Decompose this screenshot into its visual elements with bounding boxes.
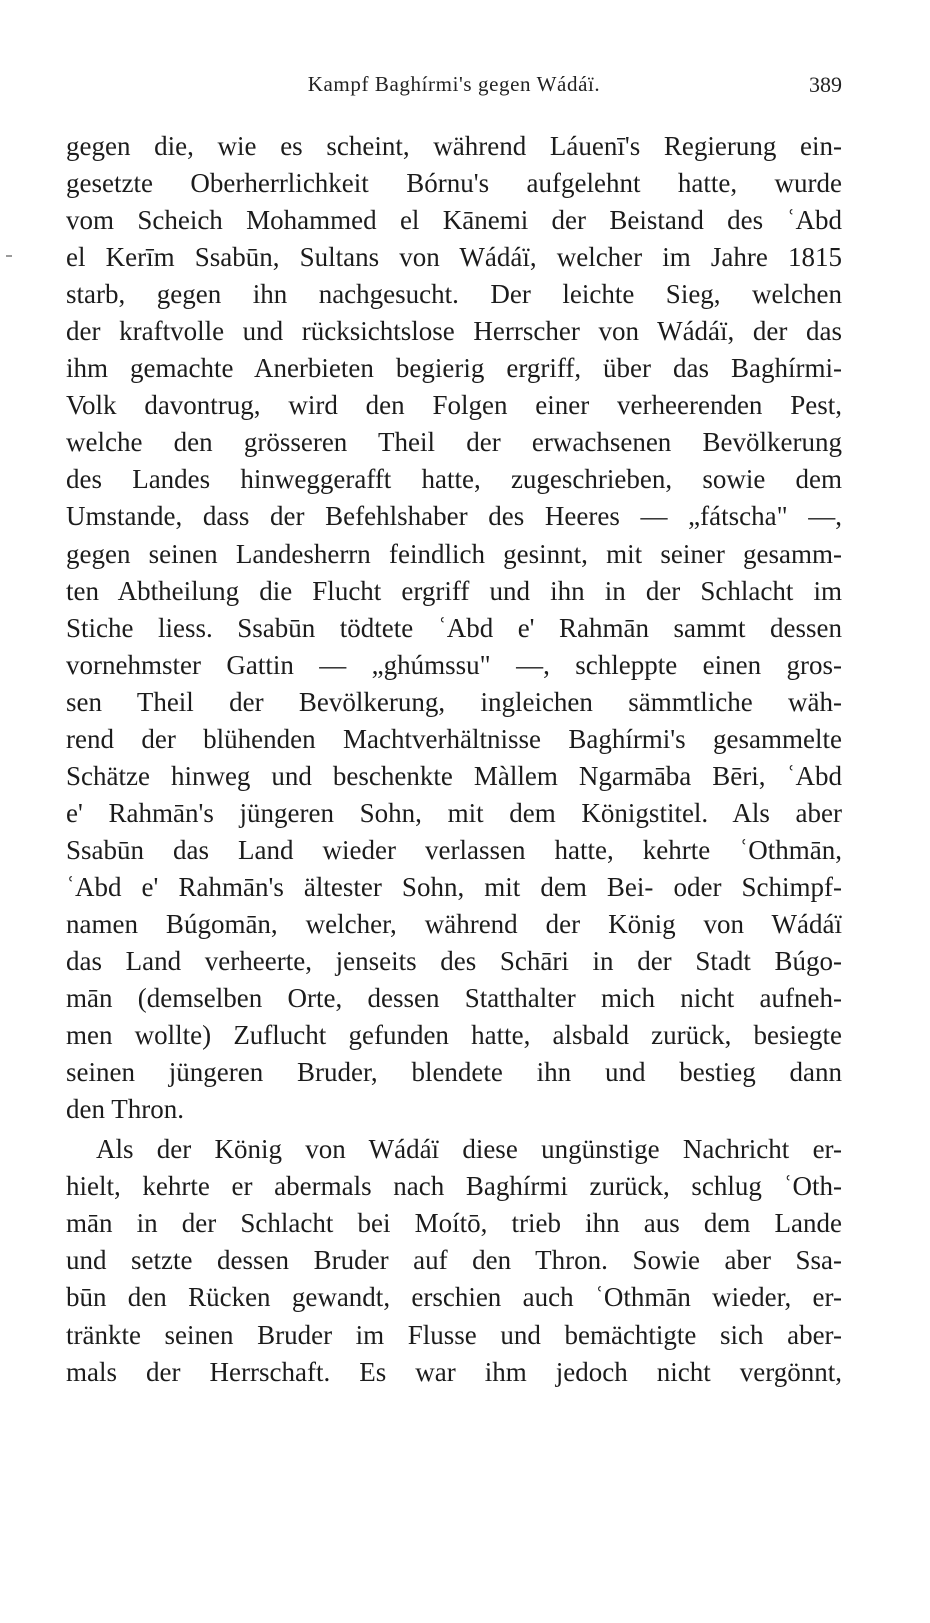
body-text [66, 128, 842, 1391]
text-line: starb, gegen ihn nachgesucht. Der leichte Sieg, welchen [66, 279, 842, 310]
text-line: namen Búgomān, welcher, während der König von Wádáï [66, 908, 842, 939]
margin-mark [6, 255, 12, 257]
text-line: Als der König von Wádáï diese ungünstige Nachricht er- [96, 1134, 842, 1165]
text-line: tränkte seinen Bruder im Flusse und bemächtigte sich aber- [66, 1319, 842, 1350]
text-line: Ssabūn das Land wieder verlassen hatte, kehrte ʿOthmān, [66, 834, 842, 865]
page-number: 389 [809, 72, 842, 97]
text-line: mān (demselben Orte, dessen Statthalter mich nicht aufneh- [66, 983, 842, 1014]
text-line: vornehmster Gattin — „ghúmssu" —, schleppte einen gros- [66, 649, 842, 680]
text-line: der kraftvolle und rücksichtslose Herrscher von Wádáï, der das [66, 316, 842, 347]
text-line: ten Abtheilung die Flucht ergriff und ihn in der Schlacht im [66, 575, 842, 606]
text-line: e' Rahmān's jüngeren Sohn, mit dem Königstitel. Als aber [66, 797, 842, 828]
running-head [66, 72, 842, 106]
text-line: den Thron. [66, 1094, 184, 1125]
running-title: Kampf Baghírmi's gegen Wádáï. [307, 72, 601, 96]
text-line: ihm gemachte Anerbieten begierig ergriff, über das Baghírmi- [66, 353, 842, 384]
text-line: welche den grösseren Theil der erwachsenen Bevölkerung [66, 427, 842, 458]
text-line: gegen seinen Landesherrn feindlich gesinnt, mit seiner gesamm- [66, 538, 842, 569]
text-line: gesetzte Oberherrlichkeit Bórnu's aufgelehnt hatte, wurde [66, 168, 842, 199]
paragraph-1 [66, 128, 842, 1128]
text-line: und setzte dessen Bruder auf den Thron. Sowie aber Ssa- [66, 1245, 842, 1276]
text-line: sen Theil der Bevölkerung, ingleichen sämmtliche wäh- [66, 686, 842, 717]
text-line: Schätze hinweg und beschenkte Màllem Ngarmāba Bēri, ʿAbd [66, 760, 842, 791]
text-line: das Land verheerte, jenseits des Schāri in der Stadt Búgo- [66, 946, 842, 977]
text-line: men wollte) Zuflucht gefunden hatte, alsbald zurück, besiegte [66, 1020, 842, 1051]
text-line: Stiche liess. Ssabūn tödtete ʿAbd e' Rahmān sammt dessen [66, 612, 842, 643]
text-line: hielt, kehrte er abermals nach Baghírmi zurück, schlug ʿOth- [66, 1171, 842, 1202]
text-line: mals der Herrschaft. Es war ihm jedoch nicht vergönnt, [66, 1356, 842, 1387]
text-line: Umstande, dass der Befehlshaber des Heeres — „fátscha" —, [66, 501, 842, 532]
text-line: Volk davontrug, wird den Folgen einer verheerenden Pest, [66, 390, 842, 421]
text-line: būn den Rücken gewandt, erschien auch ʿOthmān wieder, er- [66, 1282, 842, 1313]
paragraph-2 [66, 1131, 842, 1390]
text-line: seinen jüngeren Bruder, blendete ihn und bestieg dann [66, 1057, 842, 1088]
text-line: mān in der Schlacht bei Moítō, trieb ihn aus dem Lande [66, 1208, 842, 1239]
text-line: ʿAbd e' Rahmān's ältester Sohn, mit dem Bei- oder Schimpf- [66, 871, 842, 902]
text-line: des Landes hinweggerafft hatte, zugeschrieben, sowie dem [66, 464, 842, 495]
text-line: gegen die, wie es scheint, während Láuenī's Regierung ein- [66, 131, 842, 161]
text-line: el Kerīm Ssabūn, Sultans von Wádáï, welcher im Jahre 1815 [66, 242, 842, 273]
text-line: vom Scheich Mohammed el Kānemi der Beistand des ʿAbd [66, 205, 842, 236]
text-line: rend der blühenden Machtverhältnisse Baghírmi's gesammelte [66, 723, 842, 754]
